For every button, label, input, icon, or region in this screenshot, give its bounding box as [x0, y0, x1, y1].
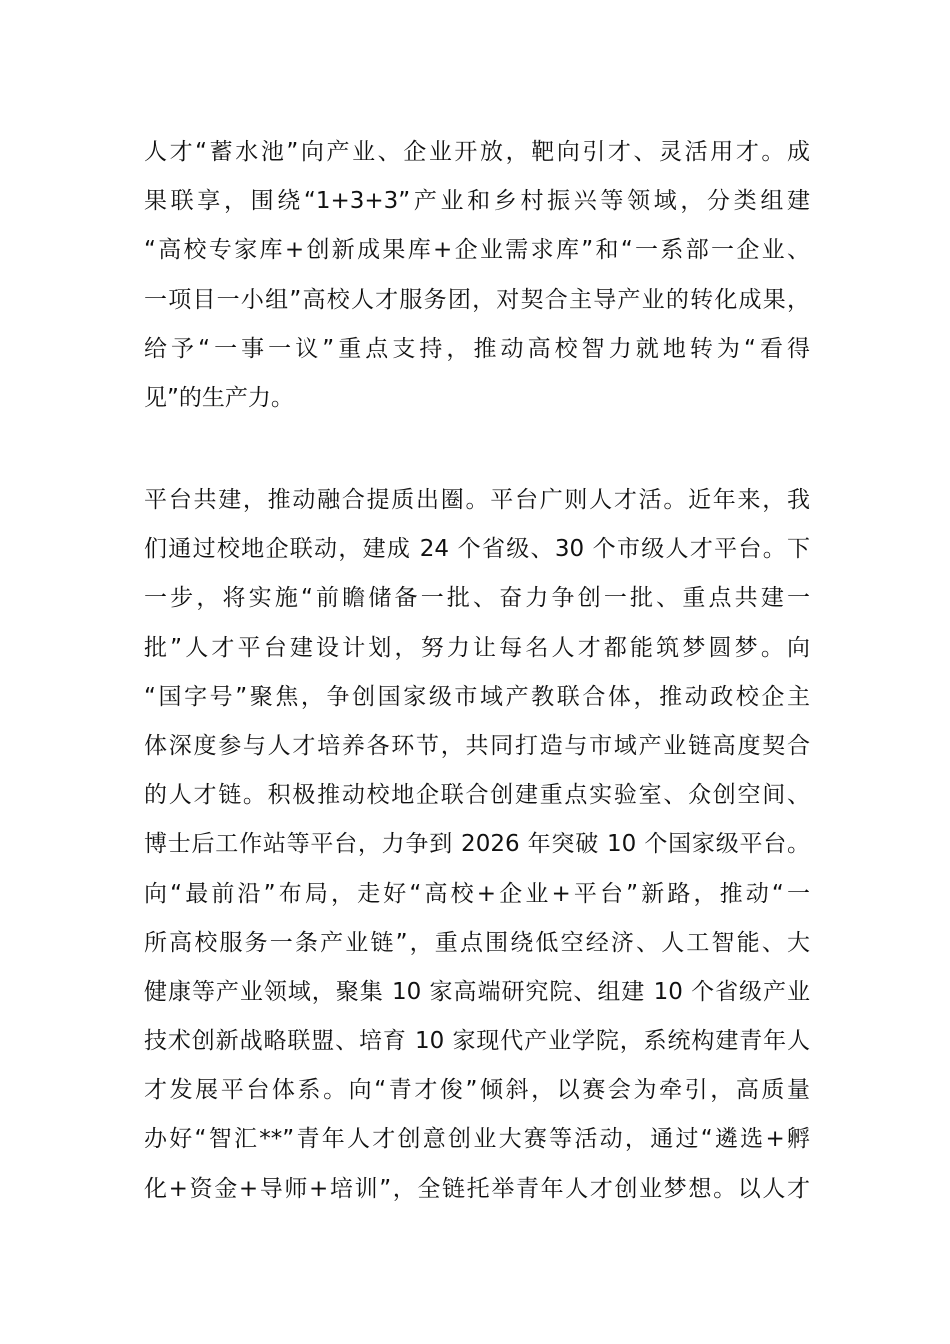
paragraph-platform-building: [144, 476, 810, 1214]
text-line: “国字号”聚焦，争创国家级市域产教联合体，推动政校企主: [144, 683, 810, 710]
text-line: 人才“蓄水池”向产业、企业开放，靶向引才、灵活用才。成: [144, 139, 810, 165]
text-line: 的人才链。积极推动校地企联合创建重点实验室、众创空间、: [144, 782, 810, 809]
text-line: 才发展平台体系。向“青才俊”倾斜，以赛会为牵引，高质量: [144, 1077, 810, 1104]
text-line: 化+资金+导师+培训”，全链托举青年人才创业梦想。以人才: [144, 1175, 810, 1202]
text-line: 技术创新战略联盟、培育 10 家现代产业学院，系统构建青年人: [144, 1028, 810, 1055]
paragraph-talent-sharing: [144, 128, 810, 423]
text-line: “高校专家库+创新成果库+企业需求库”和“一系部一企业、: [144, 237, 810, 264]
text-line: 给予“一事一议”重点支持，推动高校智力就地转为“看得: [144, 335, 810, 362]
text-line: 们通过校地企联动，建成 24 个省级、30 个市级人才平台。下: [144, 536, 810, 563]
text-line: 见”的生产力。: [144, 384, 294, 411]
text-line: 批”人才平台建设计划，努力让每名人才都能筑梦圆梦。向: [144, 634, 810, 661]
text-line: 办好“智汇**”青年人才创意创业大赛等活动，通过“遴选+孵: [144, 1126, 810, 1153]
text-line: 平台共建，推动融合提质出圈。平台广则人才活。近年来，我: [144, 487, 810, 513]
text-line: 所高校服务一条产业链”，重点围绕低空经济、人工智能、大: [144, 929, 810, 956]
text-line: 体深度参与人才培养各环节，共同打造与市域产业链高度契合: [144, 732, 810, 759]
text-line: 一项目一小组”高校人才服务团，对契合主导产业的转化成果，: [144, 286, 810, 313]
text-line: 博士后工作站等平台，力争到 2026 年突破 10 个国家级平台。: [144, 831, 810, 858]
text-line: 健康等产业领域，聚集 10 家高端研究院、组建 10 个省级产业: [144, 978, 810, 1005]
text-line: 向“最前沿”布局，走好“高校+企业+平台”新路，推动“一: [144, 880, 810, 907]
text-line: 一步，将实施“前瞻储备一批、奋力争创一批、重点共建一: [144, 585, 810, 612]
text-line: 果联享，围绕“1+3+3”产业和乡村振兴等领域，分类组建: [144, 188, 810, 215]
